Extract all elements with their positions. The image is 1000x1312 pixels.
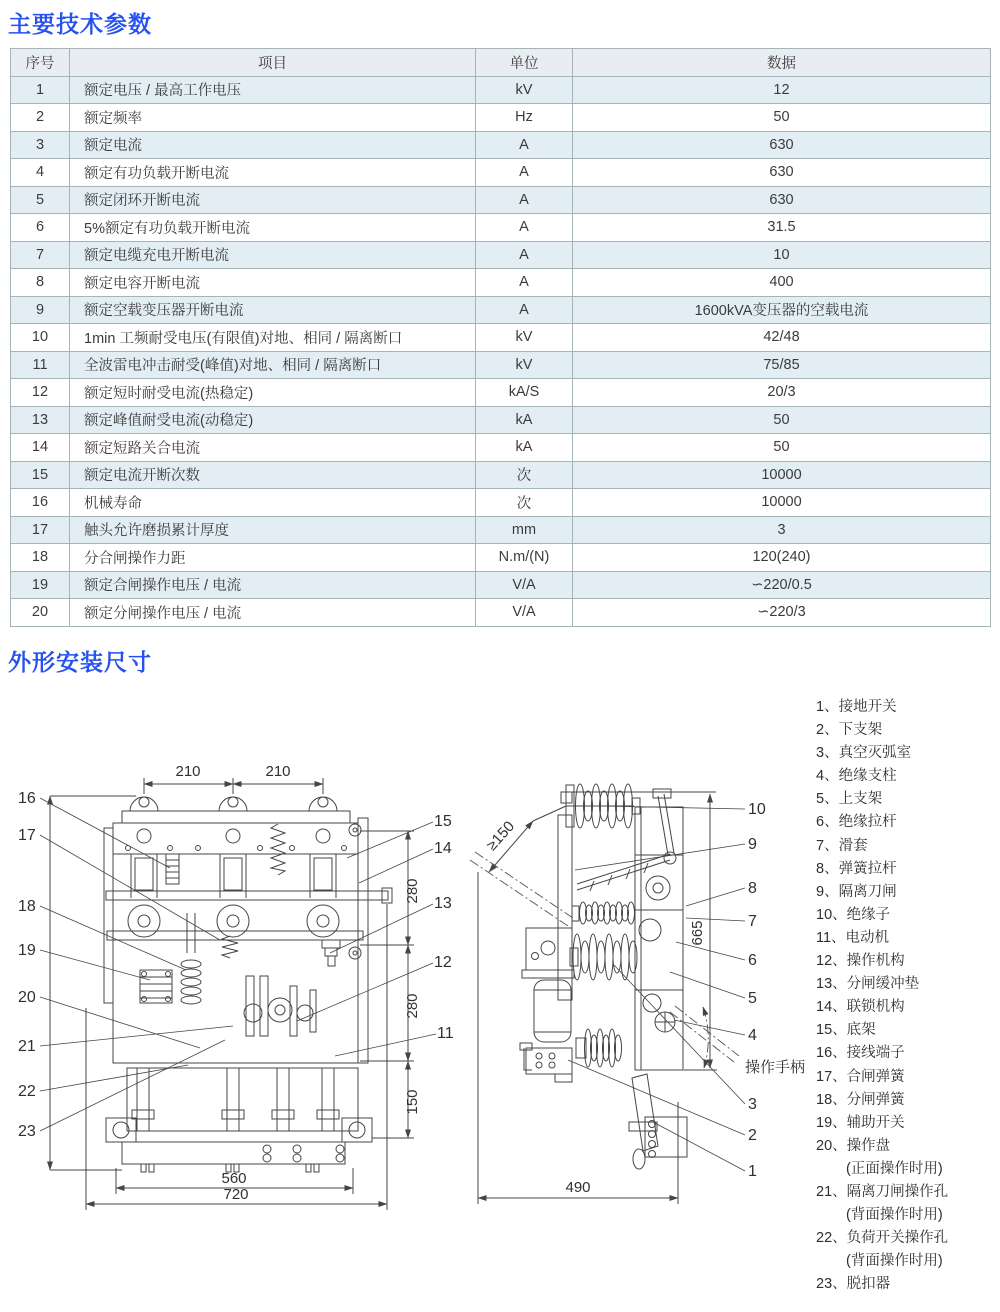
cell-data: 10: [573, 241, 991, 269]
aux-switch-block: [140, 970, 172, 1003]
cell-seq: 18: [11, 544, 70, 572]
front-view-leader-lines: [40, 798, 436, 1131]
cell-seq: 8: [11, 269, 70, 297]
legend-item: 16、接线端子: [816, 1045, 905, 1062]
table-row: [11, 159, 991, 187]
callout-20: 20: [18, 989, 36, 1006]
cell-item: 额定频率: [70, 104, 476, 132]
cell-item: 1min 工频耐受电压(有限值)对地、相同 / 隔离断口: [70, 324, 476, 352]
cell-unit: kA: [476, 434, 573, 462]
front-view-drawing: [10, 758, 460, 1230]
opening-spring: [181, 960, 201, 1004]
cell-seq: 4: [11, 159, 70, 187]
callout-13: 13: [434, 895, 452, 912]
cell-seq: 20: [11, 599, 70, 627]
cell-unit: A: [476, 241, 573, 269]
cell-item: 额定有功负载开断电流: [70, 159, 476, 187]
legend-item: 17、合闸弹簧: [816, 1068, 905, 1085]
cell-item: 分合闸操作力距: [70, 544, 476, 572]
dim-560: 560: [221, 1170, 247, 1187]
cell-seq: 13: [11, 406, 70, 434]
callout-4: 4: [748, 1027, 757, 1044]
legend-item: 19、辅助开关: [816, 1114, 905, 1131]
legend-item: 11、电动机: [816, 929, 890, 946]
table-row: [11, 489, 991, 517]
callout-7: 7: [748, 913, 757, 930]
callout-15: 15: [434, 813, 452, 830]
cell-unit: kV: [476, 76, 573, 104]
cell-unit: kV: [476, 324, 573, 352]
dim-280-upper: 280: [404, 878, 421, 904]
cell-unit: kA/S: [476, 379, 573, 407]
cell-seq: 2: [11, 104, 70, 132]
callout-19: 19: [18, 942, 36, 959]
cell-item: 额定电容开断电流: [70, 269, 476, 297]
dim-ge150: ≥150: [483, 817, 519, 855]
cell-unit: 次: [476, 489, 573, 517]
cell-data: 1600kVA变压器的空载电流: [573, 296, 991, 324]
callout-6: 6: [748, 952, 757, 969]
callout-12: 12: [434, 954, 452, 971]
column-header-data: 数据: [573, 49, 991, 77]
parameters-table-header: [11, 49, 991, 77]
parts-legend: [816, 696, 1000, 1296]
cell-seq: 14: [11, 434, 70, 462]
table-row: [11, 269, 991, 297]
table-row: [11, 379, 991, 407]
cell-data: 20/3: [573, 379, 991, 407]
cell-item: 额定闭环开断电流: [70, 186, 476, 214]
cell-item: 额定短路关合电流: [70, 434, 476, 462]
page-title-outline-dimensions: 外形安装尺寸: [8, 649, 152, 675]
legend-item: 10、绝缘子: [816, 906, 891, 923]
cell-unit: A: [476, 296, 573, 324]
cell-seq: 10: [11, 324, 70, 352]
table-row: [11, 406, 991, 434]
cell-data: ∽220/0.5: [573, 571, 991, 599]
cell-data: 120(240): [573, 544, 991, 572]
callout-8: 8: [748, 880, 757, 897]
table-row: [11, 434, 991, 462]
callout-5: 5: [748, 990, 757, 1007]
cell-seq: 6: [11, 214, 70, 242]
dim-490: 490: [565, 1179, 591, 1196]
cell-data: 75/85: [573, 351, 991, 379]
cell-unit: N.m/(N): [476, 544, 573, 572]
cell-item: 5%额定有功负载开断电流: [70, 214, 476, 242]
cell-item: 额定空载变压器开断电流: [70, 296, 476, 324]
table-row: [11, 599, 991, 627]
dim-720: 720: [223, 1186, 249, 1203]
cell-item: 额定峰值耐受电流(动稳定): [70, 406, 476, 434]
cell-seq: 3: [11, 131, 70, 159]
table-row: [11, 324, 991, 352]
cell-item: 额定短时耐受电流(热稳定): [70, 379, 476, 407]
cell-data: 42/48: [573, 324, 991, 352]
legend-item: 3、真空灭弧室: [816, 745, 912, 762]
dim-665: 665: [689, 920, 706, 946]
closing-spring: [222, 936, 238, 958]
legend-item: 9、隔离刀闸: [816, 883, 897, 900]
cell-data: ∽220/3: [573, 599, 991, 627]
vacuum-interrupter: [570, 934, 637, 980]
cell-item: 额定分闸操作电压 / 电流: [70, 599, 476, 627]
parameters-table-body: [11, 76, 991, 626]
cell-seq: 12: [11, 379, 70, 407]
callout-22: 22: [18, 1083, 36, 1100]
callout-14: 14: [434, 840, 452, 857]
callout-17: 17: [18, 827, 36, 844]
cell-seq: 7: [11, 241, 70, 269]
legend-item: 23、脱扣器: [816, 1276, 891, 1293]
table-row: [11, 571, 991, 599]
cell-unit: V/A: [476, 571, 573, 599]
table-row: [11, 516, 991, 544]
side-view-structure: [520, 784, 716, 1169]
callout-1: 1: [748, 1163, 757, 1180]
table-row: [11, 104, 991, 132]
cell-seq: 17: [11, 516, 70, 544]
legend-item: 15、底架: [816, 1022, 876, 1039]
legend-item: 4、绝缘支柱: [816, 768, 897, 785]
legend-item: (正面操作时用): [846, 1160, 943, 1177]
column-header-seq: 序号: [11, 49, 70, 77]
cell-data: 10000: [573, 489, 991, 517]
cell-data: 3: [573, 516, 991, 544]
callout-2: 2: [748, 1127, 757, 1144]
dim-280-mid: 280: [404, 993, 421, 1019]
cell-unit: A: [476, 131, 573, 159]
side-view-drawing: [462, 760, 807, 1230]
legend-item: 14、联锁机构: [816, 999, 905, 1016]
callout-23: 23: [18, 1123, 36, 1140]
cell-data: 50: [573, 406, 991, 434]
callout-3: 3: [748, 1096, 757, 1113]
legend-item: 12、操作机构: [816, 953, 905, 970]
cell-seq: 1: [11, 76, 70, 104]
table-row: [11, 296, 991, 324]
page-title-main-parameters: 主要技术参数: [8, 11, 152, 37]
dim-210-left: 210: [175, 763, 201, 780]
cell-data: 630: [573, 159, 991, 187]
cell-item: 额定电压 / 最高工作电压: [70, 76, 476, 104]
insulating-rod: [572, 902, 635, 924]
column-header-unit: 单位: [476, 49, 573, 77]
legend-item: (背面操作时用): [846, 1207, 943, 1224]
legend-item: 21、隔离刀闸操作孔: [816, 1183, 949, 1200]
cell-item: 额定合闸操作电压 / 电流: [70, 571, 476, 599]
callout-21: 21: [18, 1038, 36, 1055]
cell-seq: 16: [11, 489, 70, 517]
legend-item: 2、下支架: [816, 722, 883, 739]
legend-item: 22、负荷开关操作孔: [816, 1230, 949, 1247]
cell-data: 31.5: [573, 214, 991, 242]
cell-data: 630: [573, 186, 991, 214]
legend-item: 5、上支架: [816, 791, 883, 808]
operating-mechanism: [244, 976, 316, 1036]
legend-item: 13、分闸缓冲垫: [816, 976, 920, 993]
cell-data: 50: [573, 104, 991, 132]
cell-unit: A: [476, 186, 573, 214]
table-row: [11, 214, 991, 242]
cell-unit: Hz: [476, 104, 573, 132]
cell-seq: 15: [11, 461, 70, 489]
cell-unit: 次: [476, 461, 573, 489]
callout-16: 16: [18, 790, 36, 807]
cell-item: 额定电缆充电开断电流: [70, 241, 476, 269]
cell-unit: V/A: [476, 599, 573, 627]
cell-seq: 19: [11, 571, 70, 599]
legend-item: (背面操作时用): [846, 1253, 943, 1270]
cell-item: 机械寿命: [70, 489, 476, 517]
cell-unit: A: [476, 159, 573, 187]
parameters-table: [10, 48, 991, 627]
callout-11: 11: [437, 1025, 454, 1042]
legend-item: 18、分闸弹簧: [816, 1091, 905, 1108]
callout-10: 10: [748, 801, 766, 818]
callout-18: 18: [18, 898, 36, 915]
terminal-block: [166, 854, 179, 884]
cell-seq: 9: [11, 296, 70, 324]
lower-bracket: [526, 1048, 572, 1082]
cell-data: 50: [573, 434, 991, 462]
table-row: [11, 544, 991, 572]
cell-item: 全波雷电冲击耐受(峰值)对地、相同 / 隔离断口: [70, 351, 476, 379]
cell-data: 10000: [573, 461, 991, 489]
motor-assembly: [520, 928, 574, 1070]
dim-150: 150: [404, 1089, 421, 1115]
legend-item: 8、弹簧拉杆: [816, 860, 897, 877]
side-view-leader-lines: [568, 806, 745, 1171]
cell-unit: mm: [476, 516, 573, 544]
legend-item: 1、接地开关: [816, 699, 897, 715]
cell-data: 400: [573, 269, 991, 297]
spring-vertical: [271, 824, 285, 875]
legend-item: 20、操作盘: [816, 1137, 891, 1154]
cell-data: 12: [573, 76, 991, 104]
operating-handle-label: 操作手柄: [745, 1059, 806, 1076]
callout-9: 9: [748, 836, 757, 853]
insulator-lower: [576, 1029, 622, 1067]
table-row: [11, 241, 991, 269]
legend-item: 6、绝缘拉杆: [816, 814, 897, 831]
dim-210-right: 210: [265, 763, 291, 780]
column-header-item: 项目: [70, 49, 476, 77]
cell-item: 触头允许磨损累计厚度: [70, 516, 476, 544]
legend-item: 7、滑套: [816, 837, 868, 854]
cell-unit: A: [476, 269, 573, 297]
table-row: [11, 351, 991, 379]
cell-unit: A: [476, 214, 573, 242]
table-row: [11, 186, 991, 214]
isolating-knife: [577, 854, 670, 891]
table-row: [11, 76, 991, 104]
cell-item: 额定电流开断次数: [70, 461, 476, 489]
cell-unit: kV: [476, 351, 573, 379]
cell-seq: 11: [11, 351, 70, 379]
cell-seq: 5: [11, 186, 70, 214]
table-row: [11, 131, 991, 159]
cell-data: 630: [573, 131, 991, 159]
table-row: [11, 461, 991, 489]
cell-unit: kA: [476, 406, 573, 434]
cell-item: 额定电流: [70, 131, 476, 159]
